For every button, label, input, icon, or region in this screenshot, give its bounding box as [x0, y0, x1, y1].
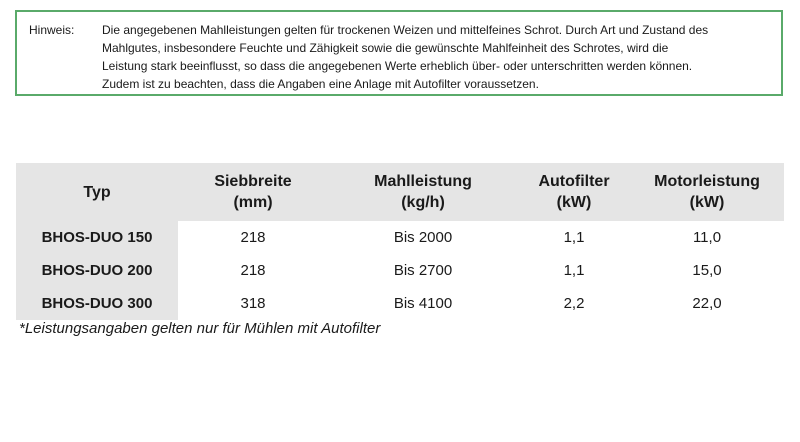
- header-label: Motorleistung: [654, 173, 760, 190]
- siebbreite-cell: 218: [240, 262, 266, 279]
- type-cell: BHOS-DUO 300: [16, 287, 178, 320]
- autofilter-cell: 1,1: [563, 229, 585, 246]
- header-label: Autofilter: [538, 173, 610, 190]
- header-unit: (mm): [233, 194, 273, 211]
- header-label: Mahlleistung: [374, 173, 472, 190]
- motorleistung-cell: 22,0: [692, 295, 722, 312]
- spec-table: [16, 163, 784, 320]
- hint-line: Mahlgutes, insbesondere Feuchte und Zähigkeit sowie die gewünschte Mahlfeinheit des Schrotes, wird die: [102, 41, 669, 55]
- header-label: Typ: [83, 183, 111, 201]
- header-mahlleistung: [328, 163, 518, 221]
- hint-line: Zudem ist zu beachten, dass die Angaben eine Anlage mit Autofilter voraussetzen.: [102, 77, 539, 91]
- header-motorleistung: [630, 163, 784, 221]
- motorleistung-cell: 11,0: [692, 229, 722, 246]
- siebbreite-cell: 318: [240, 295, 266, 312]
- header-unit: (kW): [556, 194, 592, 211]
- mahlleistung-cell: Bis 2000: [393, 229, 453, 246]
- table-row: [16, 287, 784, 320]
- header-typ: [16, 163, 178, 221]
- type-cell: BHOS-DUO 150: [16, 221, 178, 254]
- hint-box: [15, 10, 783, 96]
- autofilter-cell: 1,1: [563, 262, 585, 279]
- mahlleistung-cell: Bis 4100: [393, 295, 453, 312]
- motorleistung-cell: 15,0: [692, 262, 722, 279]
- hint-label: Hinweis:: [29, 23, 75, 37]
- header-unit: (kg/h): [401, 194, 445, 211]
- siebbreite-cell: 218: [240, 229, 266, 246]
- header-label: Siebbreite: [214, 173, 292, 190]
- autofilter-cell: 2,2: [563, 295, 585, 312]
- table-header-row: [16, 163, 784, 221]
- mahlleistung-cell: Bis 2700: [393, 262, 453, 279]
- footnote: *Leistungsangaben gelten nur für Mühlen mit Autofilter: [19, 320, 381, 337]
- table-row: [16, 221, 784, 254]
- table-row: [16, 254, 784, 287]
- header-autofilter: [518, 163, 630, 221]
- hint-line: Die angegebenen Mahlleistungen gelten für trockenen Weizen und mittelfeines Schrot. Durch Art und Zustand des: [102, 23, 709, 37]
- hint-text: [102, 21, 774, 93]
- hint-line: Leistung stark beeinflusst, so dass die angegebenen Werte erheblich über- oder unterschritten werden können.: [102, 59, 693, 73]
- header-unit: (kW): [689, 194, 725, 211]
- header-siebbreite: [178, 163, 328, 221]
- type-cell: BHOS-DUO 200: [16, 254, 178, 287]
